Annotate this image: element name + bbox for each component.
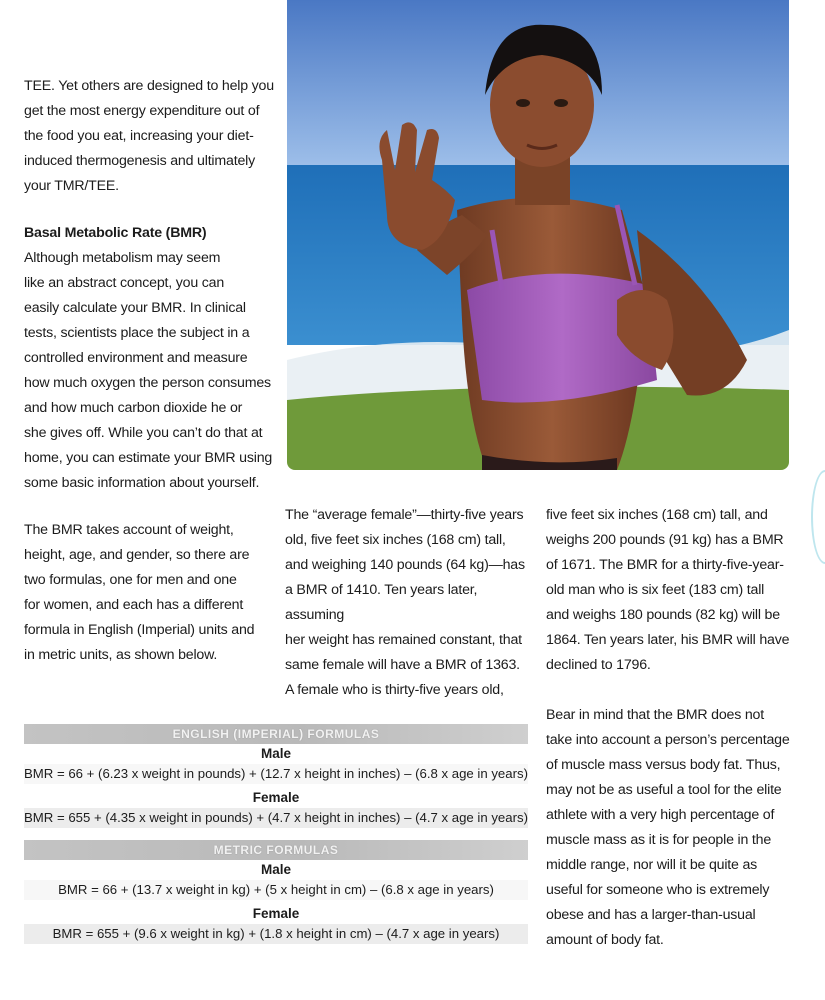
english-female-formula: BMR = 655 + (4.35 x weight in pounds) + (4.7 x height in inches) – (4.7 x age in years) — [24, 808, 528, 828]
metric-formulas-header: METRIC FORMULAS — [24, 840, 528, 860]
english-formulas — [24, 744, 528, 828]
english-female-label: Female — [252, 790, 300, 805]
metric-male-label: Male — [260, 862, 291, 877]
bmr-example-paragraph: five feet six inches (168 cm) tall, and weighs 200 pounds (91 kg) has a BMR of 1671. The BMR for a thirty-five-year- old man who is six feet (183 cm) tall and weighs 180 pounds (82 kg) will be 1864. Ten years later, his BMR will have declined to 1796. — [546, 507, 790, 673]
bmr-caveat-paragraph: Bear in mind that the BMR does not take into account a person’s percentage of muscle mass versus body fat. Thus, may not be as useful a tool for the elite athlete with a very high percentage of muscle mass as it is for people in the middle range, nor will it be quite as useful for someone who is extremely obese and has a larger-than-usual amount of body fat. — [546, 707, 790, 948]
metric-male-formula: BMR = 66 + (13.7 x weight in kg) + (5 x height in cm) – (6.8 x age in years) — [24, 880, 528, 900]
right-column — [546, 503, 796, 953]
average-female-paragraph: The “average female”—thirty-five years old, five feet six inches (168 cm) tall, and weighing 140 pounds (64 kg)—has a BMR of 1410. Ten years later, assuming her weight has remained constant, that same female will have a BMR of 1363. A female who is thirty-five years old, — [285, 507, 525, 698]
formulas-intro-paragraph: The BMR takes account of weight, height, age, and gender, so there are two formulas, one for men and one for women, and each has a different formula in English (Imperial) units and in metric units, as shown below. — [24, 522, 255, 663]
metric-formulas — [24, 860, 528, 944]
bmr-heading: Basal Metabolic Rate (BMR) — [24, 225, 207, 241]
english-formulas-header: ENGLISH (IMPERIAL) FORMULAS — [24, 724, 528, 744]
english-male-formula: BMR = 66 + (6.23 x weight in pounds) + (12.7 x height in inches) – (6.8 x age in years) — [24, 764, 528, 784]
page-edge-decoration — [811, 470, 825, 564]
english-male-label: Male — [260, 746, 291, 761]
metric-female-label: Female — [252, 906, 300, 921]
middle-column — [285, 503, 535, 703]
athlete-photo — [287, 0, 789, 470]
metric-female-formula: BMR = 655 + (9.6 x weight in kg) + (1.8 x height in cm) – (4.7 x age in years) — [24, 924, 528, 944]
bmr-formulas-box — [24, 724, 528, 944]
left-column — [24, 74, 274, 668]
intro-paragraph: TEE. Yet others are designed to help you get the most energy expenditure out of the food you eat, increasing your diet- induced thermogenesis and ultimately your TMR/TEE. — [24, 78, 274, 194]
bmr-paragraph: Although metabolism may seem like an abstract concept, you can easily calculate your BMR. In clinical tests, scientists place the subject in a controlled environment and measure how much oxygen the person consumes and how much carbon dioxide he or she gives off. While you can’t do that at home, you can estimate your BMR using some basic information about yourself. — [24, 250, 273, 491]
